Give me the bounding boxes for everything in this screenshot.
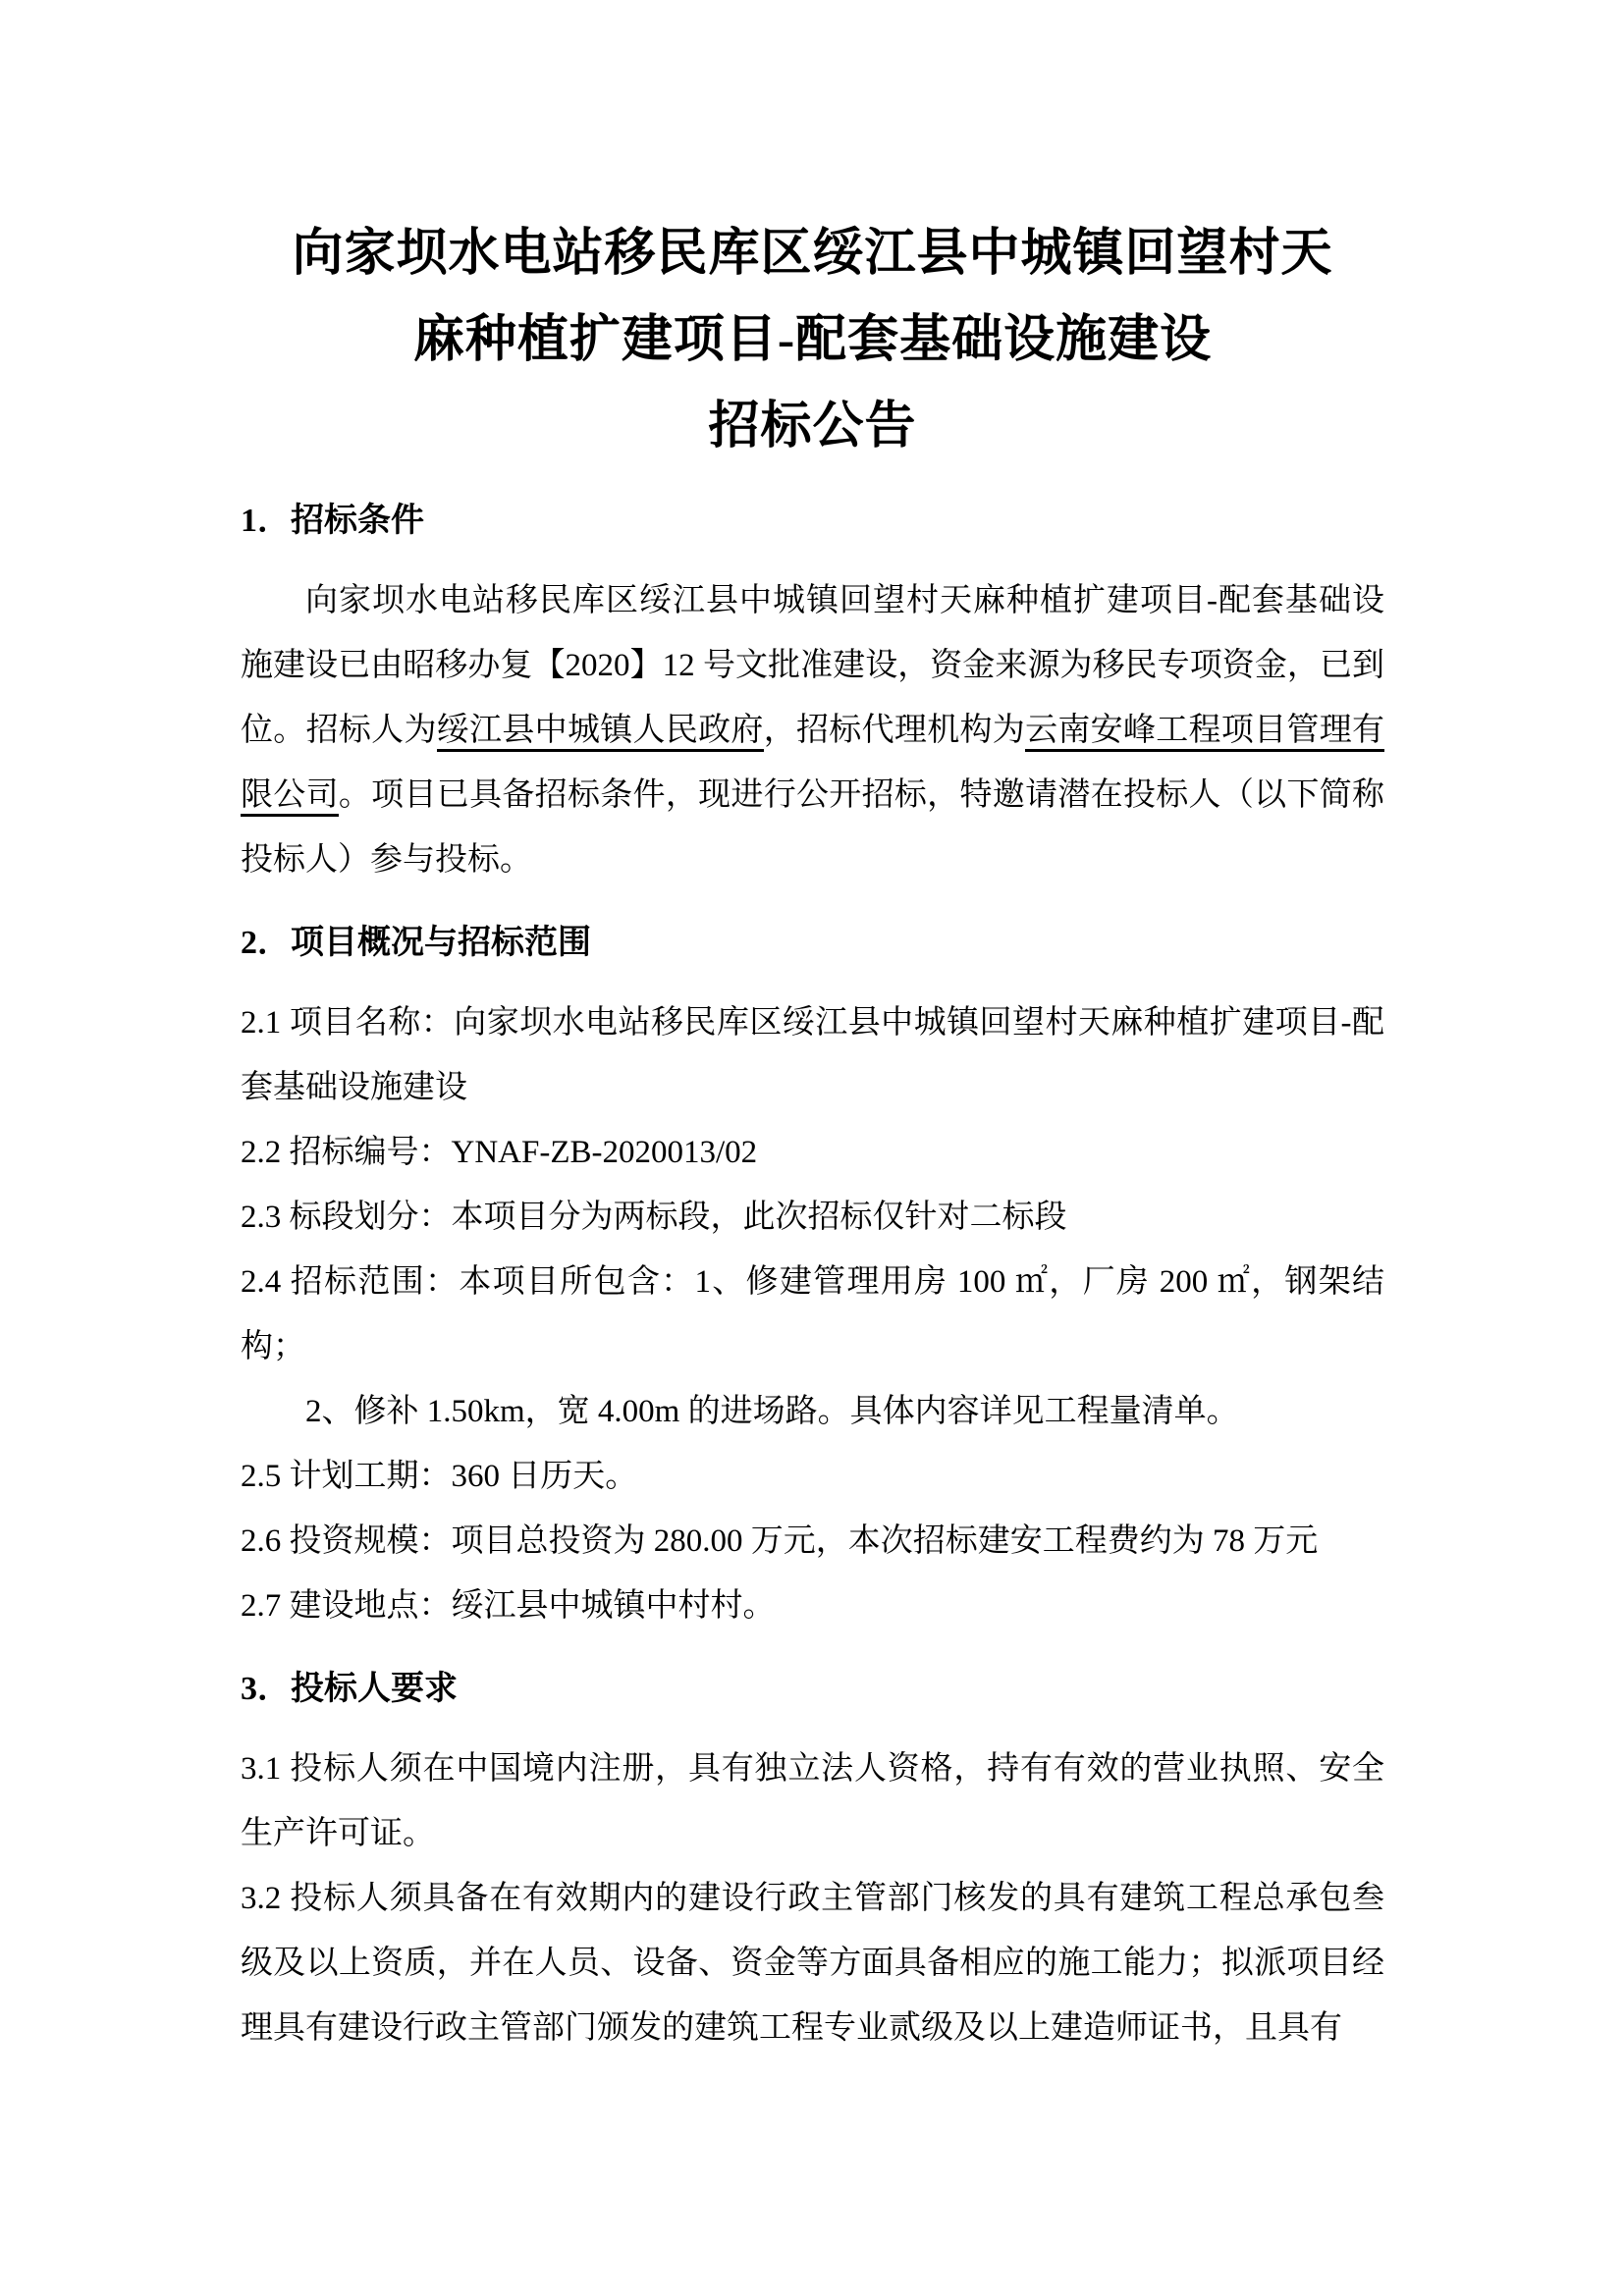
document-title-line-3: 招标公告: [708, 399, 917, 454]
tenderee-name: 绥江县中城镇人民政府: [437, 713, 764, 752]
tender-number-item: 2.2 招标编号：YNAF-ZB-2020013/02: [241, 1135, 758, 1170]
document-title-line-2: 麻种植扩建项目-配套基础设施建设: [412, 312, 1213, 368]
section-1-heading: 1．招标条件: [241, 503, 424, 539]
project-name-item: 2.1 项目名称：向家坝水电站移民库区绥江县中城镇回望村天麻种植扩建项目-配套基础设施建设: [241, 1005, 1384, 1105]
tender-conditions-paragraph: [241, 568, 1384, 892]
intro-segment-5: 。项目已具备招标条件，现进行公开招标，特邀请潜在投标人（以下简称投标人）参与投标。: [241, 777, 1385, 878]
agency-name: 云南安峰工程项目管理有限公司: [241, 713, 1384, 817]
section-1-body: [241, 568, 1384, 892]
bidder-requirement-item-2: 3.2 投标人须具备在有效期内的建设行政主管部门核发的具有建筑工程总承包叁级及以上资质，并在人员、设备、资金等方面具备相应的施工能力；拟派项目经理具有建设行政主管部门颁发的建筑工程专业贰级及以上建造师证书，且具有: [241, 1881, 1384, 2046]
document-title: [241, 211, 1384, 470]
section-3-heading: 3．投标人要求: [241, 1671, 458, 1707]
bidder-requirement-item-1: 3.1 投标人须在中国境内注册，具有独立法人资格，持有有效的营业执照、安全生产许可证。: [241, 1751, 1384, 1851]
construction-site-item: 2.7 建设地点：绥江县中城镇中村村。: [241, 1588, 776, 1624]
tender-scope-item-2: 2、修补 1.50km，宽 4.00m 的进场路。具体内容详见工程量清单。: [305, 1394, 1239, 1429]
tender-scope-item: 2.4 招标范围：本项目所包含：1、修建管理用房 100 ㎡，厂房 200 ㎡，钢架结构；: [241, 1264, 1384, 1364]
intro-segment-3: ，招标代理机构为: [763, 713, 1026, 748]
section-division-item: 2.3 标段划分：本项目分为两标段，此次招标仅针对二标段: [241, 1200, 1067, 1235]
investment-scale-item: 2.6 投资规模：项目总投资为 280.00 万元，本次招标建安工程费约为 78 万元: [241, 1523, 1319, 1559]
section-2-body: [241, 990, 1384, 1638]
section-2-heading: 2．项目概况与招标范围: [241, 925, 591, 961]
construction-period-item: 2.5 计划工期：360 日历天。: [241, 1459, 638, 1494]
document-title-line-1: 向家坝水电站移民库区绥江县中城镇回望村天: [292, 226, 1333, 282]
intro-segment-1: 向家坝水电站移民库区绥江县中城镇回望村天麻种植扩建项目-配套基础设施建设已由昭移办复【2020】12 号文批准建设，资金来源为移民专项资金，已到位。招标人为: [241, 583, 1384, 748]
section-3-body: [241, 1736, 1384, 2060]
